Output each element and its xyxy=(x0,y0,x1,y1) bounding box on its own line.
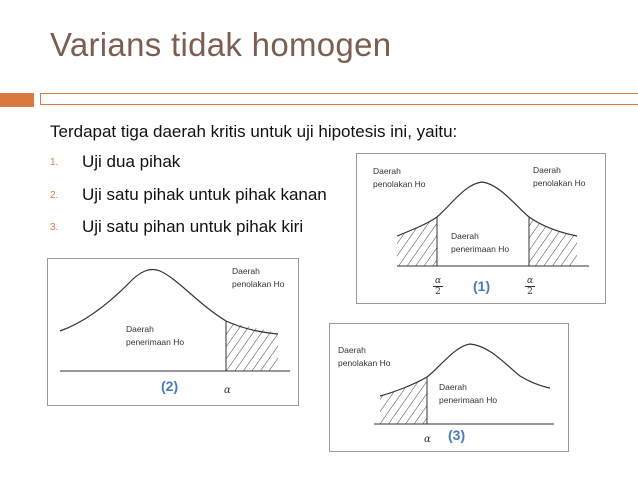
list-item xyxy=(50,152,180,172)
alpha-half-left: $\frac{\alpha}{2}$ xyxy=(434,276,442,297)
figure-label: (3) xyxy=(448,427,466,443)
alpha-half-right: $\frac{\alpha}{2}$ xyxy=(526,276,534,297)
acceptance-region-label: Daerah penerimaan Ho xyxy=(451,231,510,254)
figure-right-tailed xyxy=(47,258,299,406)
left-rejection-label: Daerah penolakan Ho xyxy=(373,166,426,189)
figure-left-tailed xyxy=(329,323,569,452)
slide-title: Varians tidak homogen xyxy=(50,26,392,63)
list-text: Uji satu pihak untuk pihak kanan xyxy=(82,185,327,204)
alpha-symbol: α xyxy=(224,385,231,396)
rejection-region-label: Daerah penolakan Ho xyxy=(338,345,391,368)
list-item xyxy=(50,217,303,237)
alpha-symbol: α xyxy=(424,434,431,445)
list-number: 2. xyxy=(50,190,59,201)
acceptance-region-label: Daerah penerimaan Ho xyxy=(126,324,185,347)
figure-label: (2) xyxy=(161,378,179,394)
list-number: 3. xyxy=(50,222,59,233)
intro-text: Terdapat tiga daerah kritis untuk uji hipotesis ini, yaitu: xyxy=(50,122,458,141)
list-number: 1. xyxy=(50,157,59,168)
list-item xyxy=(50,185,327,205)
figure-label: (1) xyxy=(473,278,491,294)
rejection-region-label: Daerah penolakan Ho xyxy=(232,266,285,289)
right-rejection-label: Daerah penolakan Ho xyxy=(533,165,586,188)
divider-bar xyxy=(40,93,638,105)
list-text: Uji dua pihak xyxy=(82,152,181,171)
acceptance-region-label: Daerah penerimaan Ho xyxy=(439,382,498,405)
list-text: Uji satu pihan untuk pihak kiri xyxy=(82,217,304,236)
accent-bar xyxy=(0,93,34,107)
figure-two-tailed xyxy=(356,153,606,304)
